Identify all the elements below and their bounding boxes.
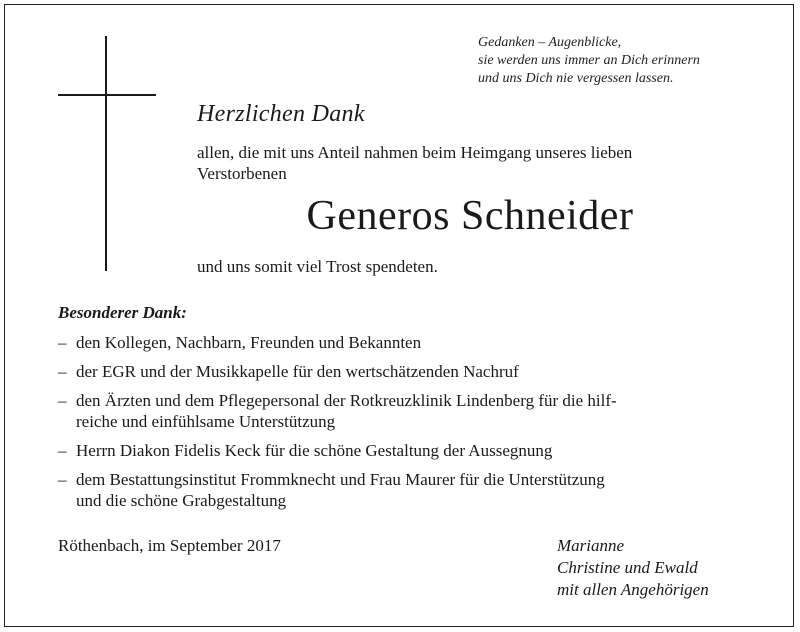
list-item	[58, 361, 758, 382]
list-item-text: reiche und einfühlsame Unterstützung	[76, 412, 336, 431]
intro-text	[197, 142, 757, 184]
list-item-text: und die schöne Grabgestaltung	[76, 491, 287, 510]
list-item-text: den Kollegen, Nachbarn, Freunden und Bekannten	[76, 333, 422, 352]
signature-line: mit allen Angehörigen	[557, 580, 709, 599]
deceased-name: Generos Schneider	[306, 193, 634, 239]
list-item-text: der EGR und der Musikkapelle für den wertschätzenden Nachruf	[76, 362, 519, 381]
closing-line: und uns somit viel Trost spendeten.	[197, 257, 438, 276]
list-item	[58, 332, 758, 353]
signature-line: Marianne	[557, 536, 625, 555]
cross-icon-horizontal-bar	[58, 94, 156, 96]
memorial-quote	[478, 34, 700, 88]
dash-bullet: –	[58, 391, 67, 410]
special-thanks-heading: Besonderer Dank:	[58, 303, 187, 322]
list-item	[58, 440, 758, 461]
quote-line: und uns Dich nie vergessen lassen.	[478, 71, 674, 86]
place-date: Röthenbach, im September 2017	[58, 536, 281, 555]
special-thanks-list	[58, 332, 758, 519]
intro-line: Verstorbenen	[197, 164, 287, 183]
signature-line: Christine und Ewald	[557, 558, 698, 577]
dash-bullet: –	[58, 333, 67, 352]
dash-bullet: –	[58, 470, 67, 489]
thanks-heading: Herzlichen Dank	[197, 101, 365, 127]
list-item	[58, 390, 758, 432]
quote-line: Gedanken – Augenblicke,	[478, 35, 622, 50]
quote-line: sie werden uns immer an Dich erinnern	[478, 53, 700, 68]
list-item-text: Herrn Diakon Fidelis Keck für die schöne Gestaltung der Aussegnung	[76, 441, 553, 460]
list-item-text: dem Bestattungsinstitut Frommknecht und Frau Maurer für die Unterstützung	[76, 470, 605, 489]
list-item-text: den Ärzten und dem Pflegepersonal der Rotkreuzklinik Lindenberg für die hilf-	[76, 391, 617, 410]
dash-bullet: –	[58, 362, 67, 381]
list-item	[58, 469, 758, 511]
dash-bullet: –	[58, 441, 67, 460]
signatures	[557, 535, 709, 601]
intro-line: allen, die mit uns Anteil nahmen beim Heimgang unseres lieben	[197, 143, 633, 162]
